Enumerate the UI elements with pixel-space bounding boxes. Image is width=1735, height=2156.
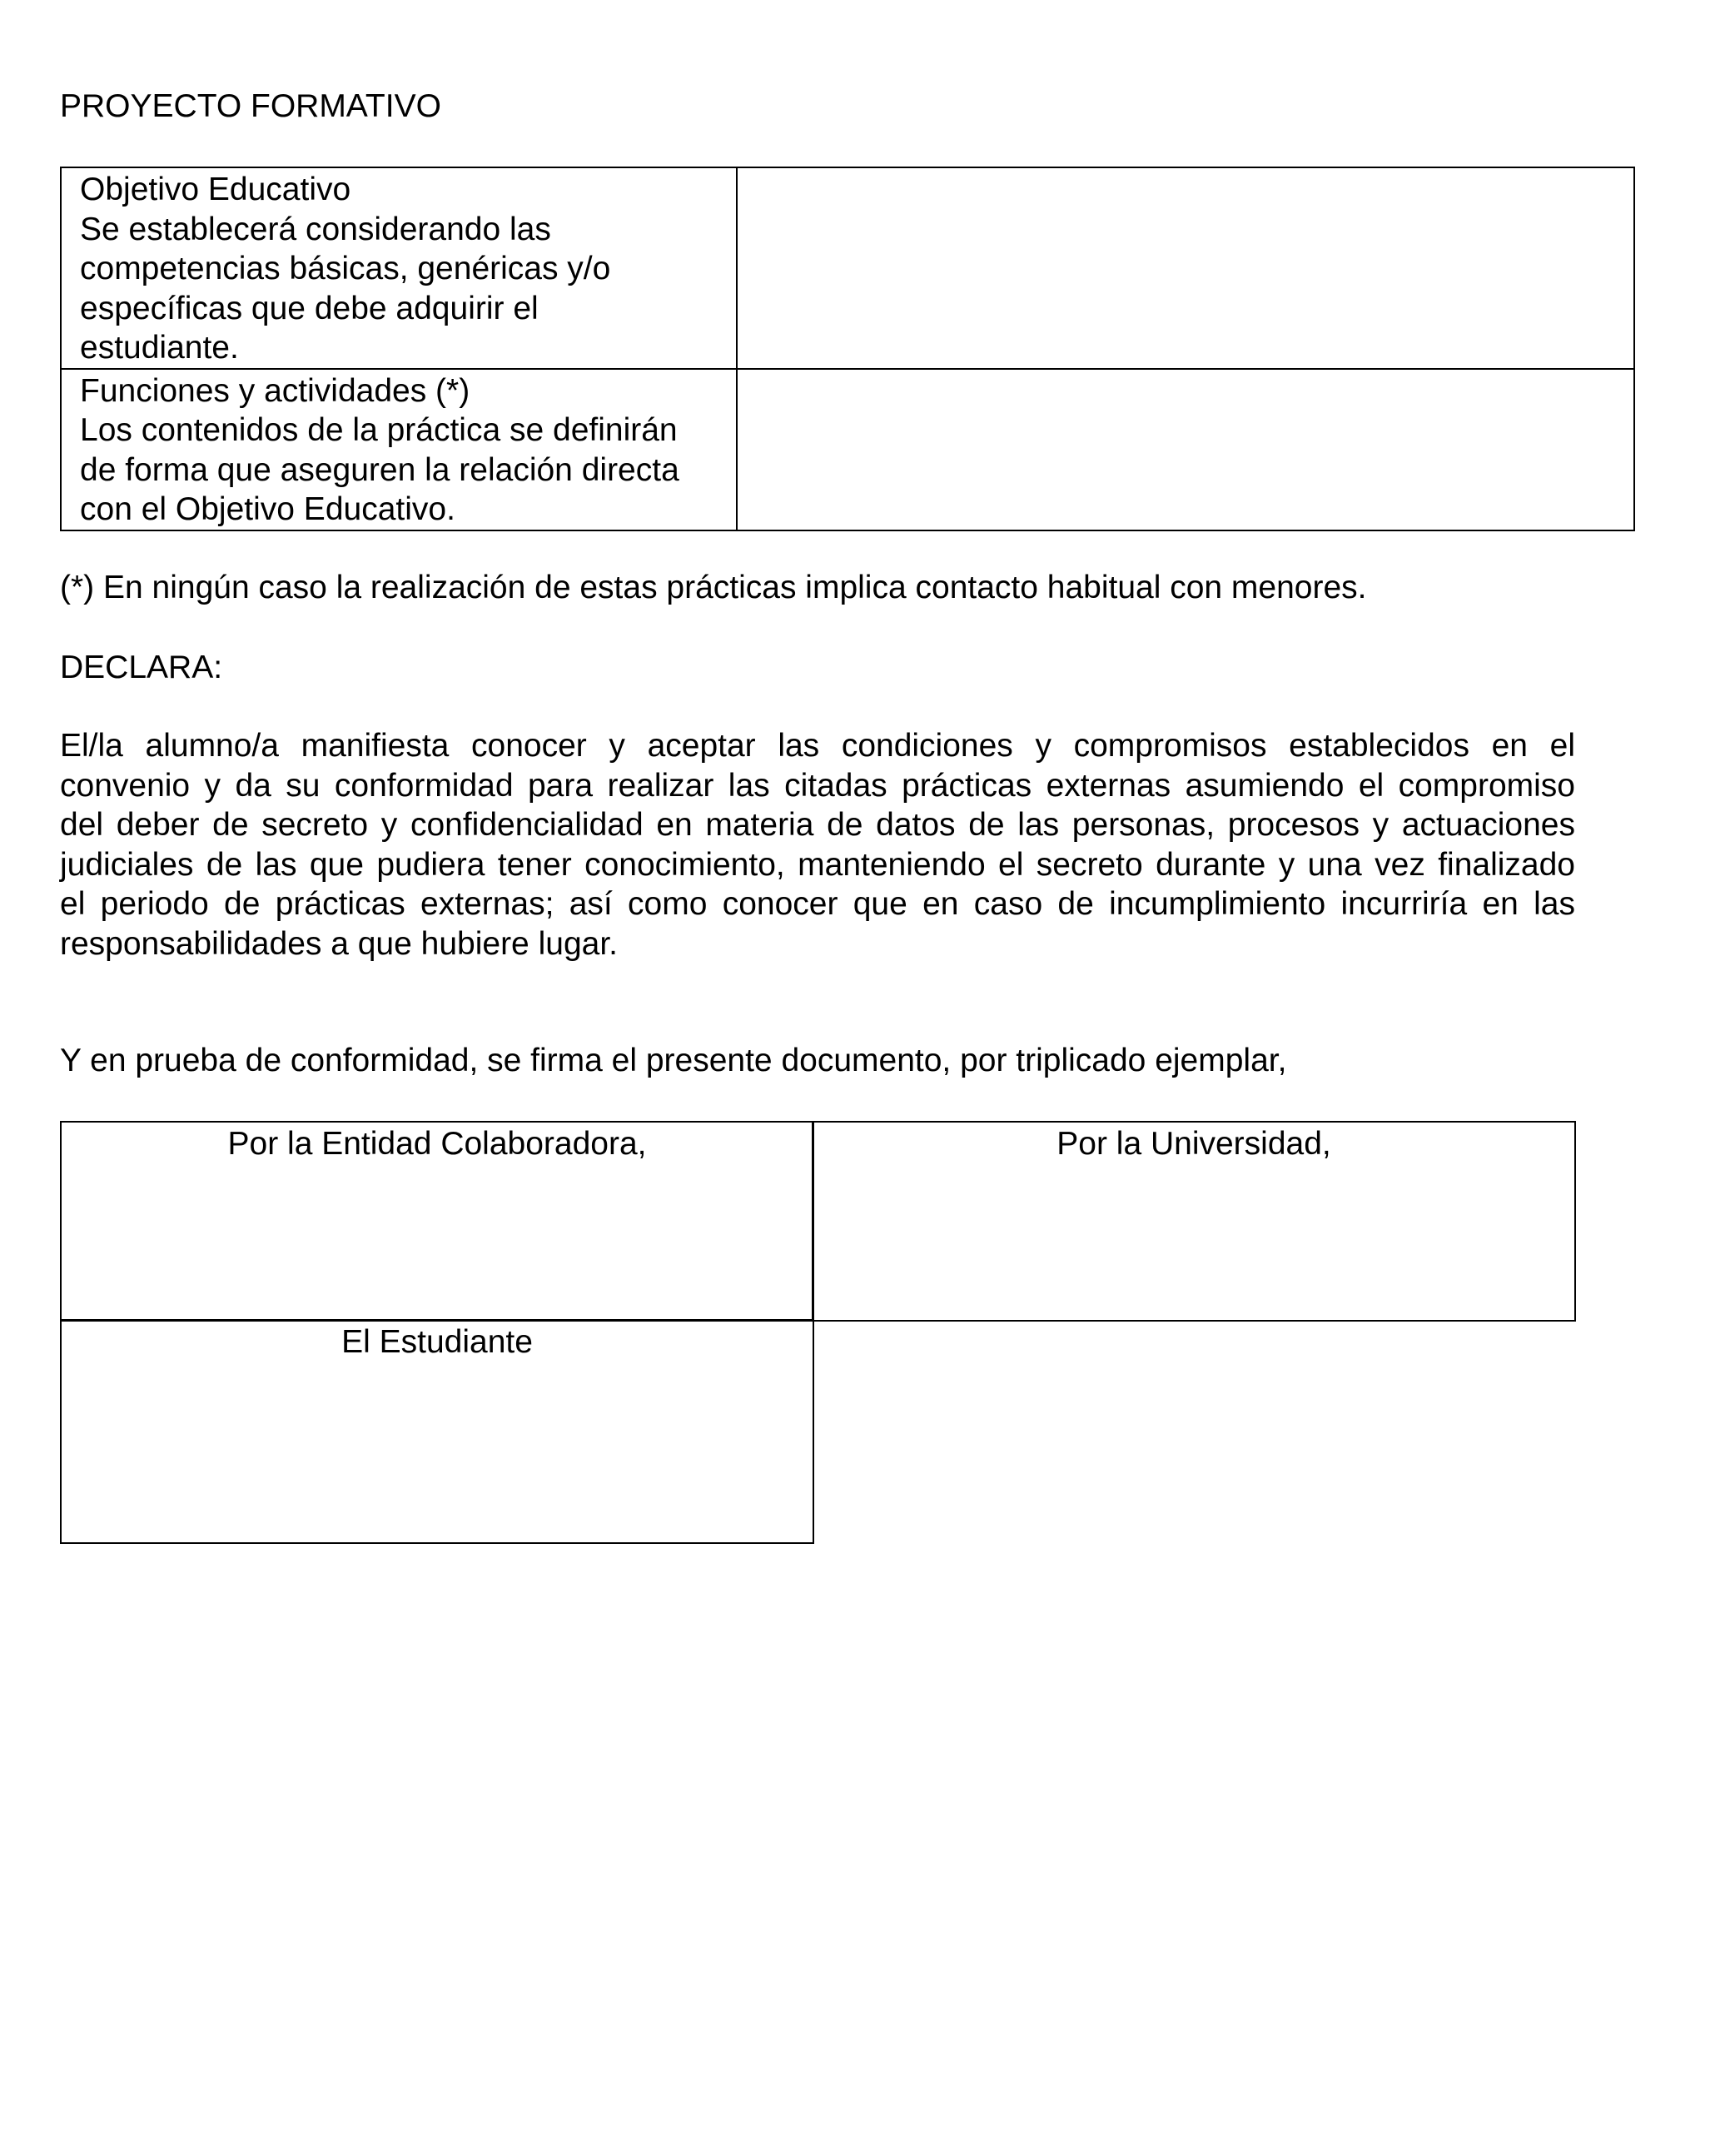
- objetivo-value-cell[interactable]: [737, 167, 1634, 369]
- declaration-line: El/la alumno/a manifiesta conocer y aceptar las condiciones y compromisos establecidos en el: [60, 728, 1575, 764]
- funciones-value-cell[interactable]: [737, 369, 1634, 530]
- declaration-line: del deber de secreto y confidencialidad en materia de datos de las personas, procesos y actuaciones: [60, 807, 1575, 843]
- footnote-text: (*) En ningún caso la realización de estas prácticas implica contacto habitual con menores.: [60, 570, 1367, 605]
- funciones-desc-line: con el Objetivo Educativo.: [80, 491, 455, 527]
- signature-label-universidad: Por la Universidad,: [1056, 1126, 1331, 1162]
- signature-box-entidad[interactable]: [60, 1121, 814, 1322]
- conformidad-text: Y en prueba de conformidad, se firma el presente documento, por triplicado ejemplar,: [60, 1043, 1287, 1078]
- signature-label-entidad: Por la Entidad Colaboradora,: [227, 1126, 647, 1162]
- objetivo-desc-line: competencias básicas, genéricas y/o: [80, 251, 611, 286]
- declara-heading: DECLARA:: [60, 650, 223, 685]
- table-row-objetivo: [61, 167, 1634, 369]
- objetivo-desc-line: Se establecerá considerando las: [80, 211, 551, 247]
- objetivo-desc-line: estudiante.: [80, 330, 239, 366]
- document-heading: PROYECTO FORMATIVO: [60, 88, 441, 124]
- signature-label-estudiante: El Estudiante: [341, 1324, 533, 1360]
- objetivo-label-cell: [61, 167, 737, 369]
- declaration-line: responsabilidades a que hubiere lugar.: [60, 925, 618, 962]
- table-row-funciones: [61, 369, 1634, 530]
- funciones-label-cell: [61, 369, 737, 530]
- funciones-desc-line: Los contenidos de la práctica se definirán: [80, 412, 678, 448]
- declaration-line: convenio y da su conformidad para realizar las citadas prácticas externas asumiendo el compromiso: [60, 767, 1575, 804]
- funciones-title: Funciones y actividades (*): [80, 372, 470, 409]
- declaration-paragraph: [60, 726, 1575, 963]
- signature-box-estudiante[interactable]: [60, 1319, 814, 1544]
- declaration-line: el periodo de prácticas externas; así como conocer que en caso de incumplimiento incurriría en las: [60, 886, 1575, 922]
- signature-box-universidad[interactable]: [812, 1121, 1576, 1322]
- proyecto-formativo-table: [60, 167, 1635, 531]
- objetivo-title: Objetivo Educativo: [80, 172, 351, 207]
- funciones-desc-line: de forma que aseguren la relación directa: [80, 451, 679, 488]
- objetivo-desc-line: específicas que debe adquirir el: [80, 290, 539, 326]
- declaration-line: judiciales de las que pudiera tener conocimiento, manteniendo el secreto durante y una vez finalizado: [60, 846, 1575, 883]
